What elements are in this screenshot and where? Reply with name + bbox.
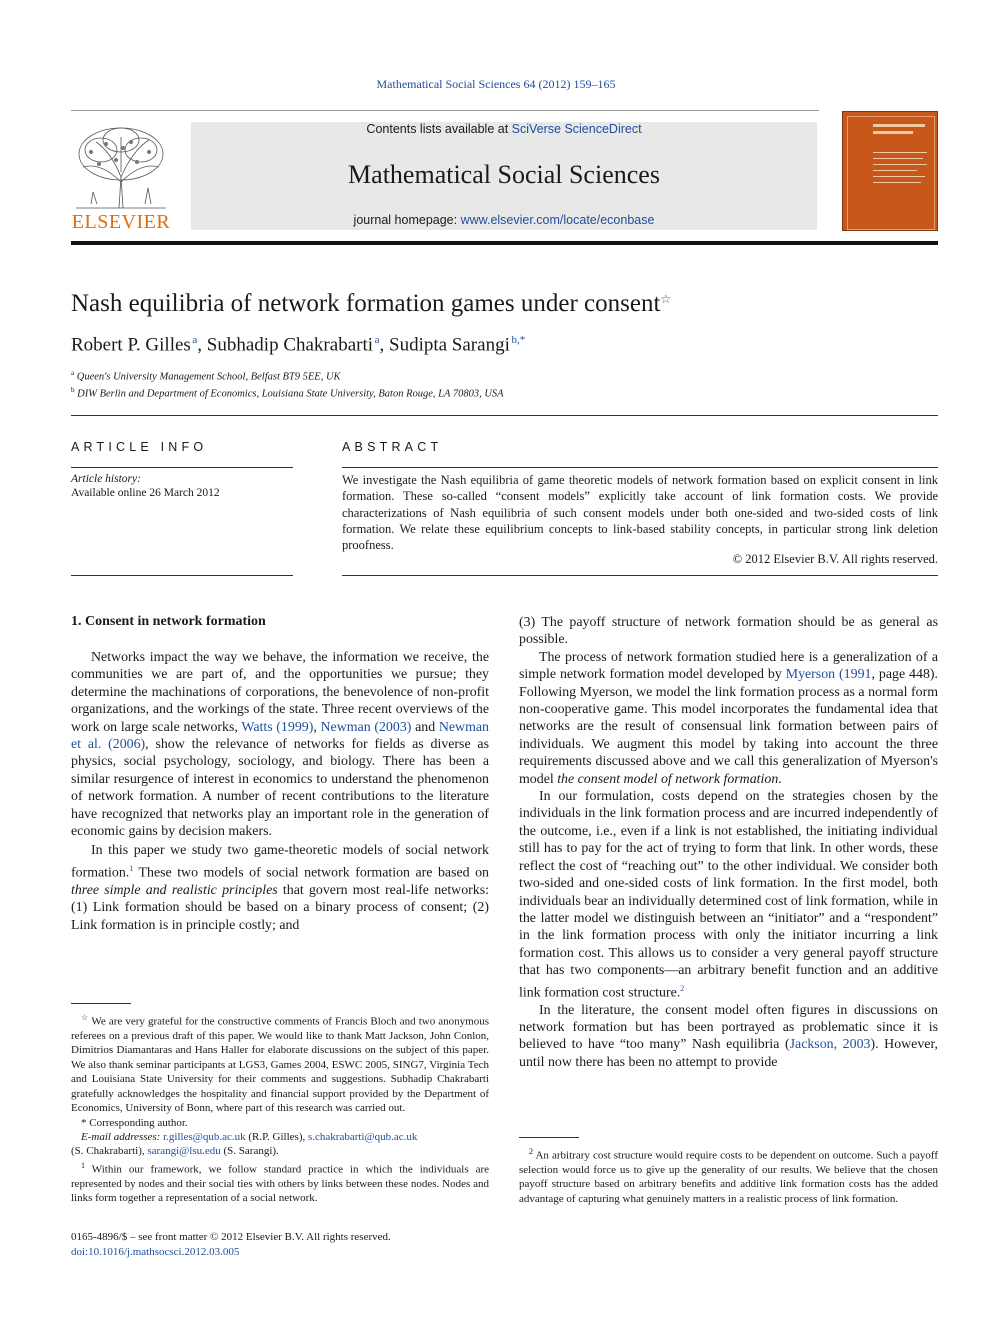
abstract-copyright: © 2012 Elsevier B.V. All rights reserved.: [732, 552, 938, 566]
footnote-mark: *: [81, 1116, 87, 1129]
citation-link[interactable]: Jackson, 2003: [789, 1037, 871, 1053]
section-heading: 1. Consent in network formation: [71, 614, 266, 629]
footnote-text: Within our framework, we follow standard practice in which the individuals are represented by nodes and their social ties with others by links between these nodes. Nodes and links form together a representation of a social network.: [71, 1163, 489, 1205]
text-run: The process of network formation studied here is a generalization of a simple network formation model developed by: [519, 649, 938, 683]
footnotes-left: [71, 1011, 489, 1206]
left-column: [71, 649, 489, 934]
email-label: E-mail addresses:: [81, 1130, 161, 1143]
footnote: [71, 1159, 489, 1206]
paragraph: [519, 788, 938, 1002]
title-footnote-mark[interactable]: ☆: [660, 292, 672, 306]
footnote-mark: 2: [529, 1147, 533, 1156]
right-column: [519, 614, 938, 1071]
footnote-mark[interactable]: 1: [129, 863, 134, 873]
affiliation-mark: b: [71, 386, 75, 394]
footnote: [519, 1145, 938, 1206]
affiliation-text: DIW Berlin and Department of Economics, Louisiana State University, Baton Rouge, LA 70803, USA: [77, 388, 504, 400]
available-online: Available online 26 March 2012: [71, 487, 220, 499]
paragraph: [71, 842, 489, 934]
text-run: that govern most real-life networks: (1) Link formation should be based on a binary process of consent; (2) Link formation is in principle costly; and: [71, 882, 489, 933]
email-link[interactable]: s.chakrabarti@qub.ac.uk: [307, 1130, 418, 1143]
header-rule: [71, 110, 819, 111]
text-run: In the literature, the consent model often figures in discussions on network formation but has been portrayed as problematic since it is believed to have “too many” Nash equilibria (: [519, 1002, 938, 1053]
elsevier-wordmark: ELSEVIER: [71, 211, 171, 233]
abstract-bottom-rule: [342, 575, 938, 576]
text-run: and: [411, 719, 439, 735]
paper-title: [71, 290, 671, 318]
author-mark[interactable]: a: [192, 334, 198, 346]
footnote: [71, 1011, 489, 1116]
paragraph: [519, 1002, 938, 1072]
affiliation: [71, 386, 504, 400]
affiliation-mark: a: [71, 369, 75, 377]
emphasis: three simple and realistic principles: [71, 882, 278, 898]
contents-prefix: Contents lists available at: [366, 122, 512, 136]
text-run: , page 448). Following Myerson, we model the link formation process as a normal form non-cooperative game. This model incorporates the fundamental idea that networks are the result of consensual link formation between pairs of individuals. We augment this model by taking into account the three requirements discussed above and we call this generalization of Myerson's model: [519, 667, 938, 787]
text-run: (R.P. Gilles),: [245, 1130, 308, 1143]
journal-reference[interactable]: Mathematical Social Sciences 64 (2012) 159–165: [376, 77, 616, 91]
sciencedirect-link[interactable]: SciVerse ScienceDirect: [511, 122, 642, 136]
text-run: , show the relevance of networks for fields as diverse as physics, social psychology, sociology, and biology. There has been a similar resurgence of interest in economics to understand the phenomenon of network formation. A number of recent contributions to the literature have recognized that networks play an important role in the generation of economic gains by decision makers.: [71, 737, 489, 840]
homepage-prefix: journal homepage:: [353, 213, 461, 227]
footnote: [71, 1116, 489, 1130]
contents-line: [191, 122, 817, 136]
text-run: (S. Sarangi).: [220, 1145, 279, 1158]
footnote: [71, 1130, 489, 1159]
homepage-link[interactable]: www.elsevier.com/locate/econbase: [460, 213, 655, 227]
doi-link[interactable]: doi:10.1016/j.mathsocsci.2012.03.005: [71, 1246, 240, 1258]
abstract-rule: [342, 467, 938, 468]
footnote-text: An arbitrary cost structure would require costs to be dependent on outcome. Such a payoff selection would force us to give up the generality of our results. We believe that the chosen payoff structure based on arbitrary benefits and additive link formation costs has the added advantage of capturing what genuinely matters in a realistic process of link formation.: [519, 1149, 938, 1205]
issn-line: 0165-4896/$ – see front matter © 2012 Elsevier B.V. All rights reserved.: [71, 1231, 391, 1243]
author-list: Robert P. Gilles $^a$, Subhadip Chakrabarti $^a$, Sudipta Sarangi $^{b,*}$: [71, 334, 526, 356]
title-rule: [71, 415, 938, 416]
paper-title-text: Nash equilibria of network formation games under consent: [71, 290, 661, 317]
journal-title: Mathematical Social Sciences: [348, 160, 660, 189]
emphasis: the consent model of network formation: [557, 771, 779, 787]
text-run: (3) The payoff structure of network formation should be as general as possible.: [519, 615, 938, 648]
footnotes-right: [519, 1145, 938, 1206]
article-info-bottom-rule: [71, 575, 293, 576]
footnote-mark: 1: [81, 1160, 85, 1170]
author-mark[interactable]: a: [374, 334, 380, 346]
abstract-text: We investigate the Nash equilibria of game theoretic models of network formation based on explicit consent in link formation. These so-called “consent models” explicitly take account of link formation costs. We provide characterizations of Nash equilibria of such consent models under both one-sided and two-sided costs of link formation. We relate these equilibrium concepts to link-based stability concepts, in particular strong link deletion proofness.: [342, 473, 938, 553]
text-run: Networks impact the way we behave, the information we receive, the communities we are part of, and the opportunities we pursue; they determine the machinations of corporations, the benevolence of non-profit organizations, and the workings of the state. Three recent overviews of the work on large scale networks,: [71, 650, 489, 735]
citation-link[interactable]: Newman et al. (2006): [71, 719, 489, 753]
text-run: ,: [313, 719, 321, 735]
homepage-line: [191, 213, 817, 227]
article-history-label: Article history:: [71, 473, 141, 485]
article-info-rule: [71, 467, 293, 468]
footnote-mark[interactable]: 2: [680, 983, 685, 993]
text-run: (S. Chakrabarti),: [71, 1145, 148, 1158]
journal-cover-thumbnail: [842, 111, 938, 231]
paragraph: [519, 614, 938, 649]
footnote-text: Corresponding author.: [89, 1116, 188, 1129]
footnote-separator: [71, 1003, 131, 1004]
footnote-mark: ☆: [81, 1013, 89, 1022]
footnote-separator: [519, 1137, 579, 1138]
author-name: Sudipta Sarangi: [389, 334, 510, 356]
text-run: ). However, until now there has been no attempt to provide: [519, 1037, 938, 1070]
header-thick-rule: [71, 241, 938, 245]
author-name: Subhadip Chakrabarti: [206, 334, 374, 356]
author-name: Robert P. Gilles: [71, 334, 191, 356]
citation-link[interactable]: Watts (1999): [241, 719, 314, 735]
text-run: In our formulation, costs depend on the strategies chosen by the individuals in the link formation process and are incurred independently of the outcome, i.e., even if a link is not established, the initiating individual still has to pay for the act of trying to form that link. In other words, these reflect the cost of “reaching out” to the other individual. We consider both two-sided and one-sided costs of link formation. In the first model, both individuals bear an individually determined cost of link formation, while in the latter model we distinguish between an “initiator” and a “respondent” in the link formation process with only the initiator incurring a link formation cost. This allows us to consider a very general payoff structure that has two components—an arbitrary benefit function and an additive link formation cost structure.: [519, 789, 938, 1001]
article-info-heading: ARTICLE INFO: [71, 440, 208, 454]
footnote-text: We are very grateful for the constructive comments of Francis Bloch and two anonymous referees on a previous draft of this paper. We would like to thank Matt Jackson, John Conlon, Dimitrios Diamantaras and Hans Haller for elaborate discussions on the subject of this paper. We also thank seminar participants at LGS3, Games 2004, ESWC 2005, SING7, Virginia Tech and Louisiana State University for their comments and suggestions. Subhadip Chakrabarti gratefully acknowledges the hospitality and financial support provided by the Department of Economics, University of Bonn, where part of this research was carried out.: [71, 1015, 489, 1115]
abstract-heading: ABSTRACT: [342, 440, 443, 454]
author-mark[interactable]: b,*: [511, 334, 526, 346]
text-run: .: [778, 771, 782, 787]
text-run: These two models of social network formation are based on: [133, 865, 489, 881]
citation-link[interactable]: Newman (2003): [320, 719, 412, 735]
affiliation: [71, 369, 341, 383]
email-link[interactable]: sarangi@lsu.edu: [147, 1145, 221, 1158]
paragraph: [71, 649, 489, 840]
text-run: In this paper we study two game-theoretic models of social network formation.: [71, 843, 489, 881]
affiliation-text: Queen's University Management School, Belfast BT9 5EE, UK: [76, 371, 341, 383]
citation-link[interactable]: Myerson (1991: [785, 667, 872, 683]
paragraph: [519, 649, 938, 788]
email-link[interactable]: r.gilles@qub.ac.uk: [163, 1130, 246, 1143]
